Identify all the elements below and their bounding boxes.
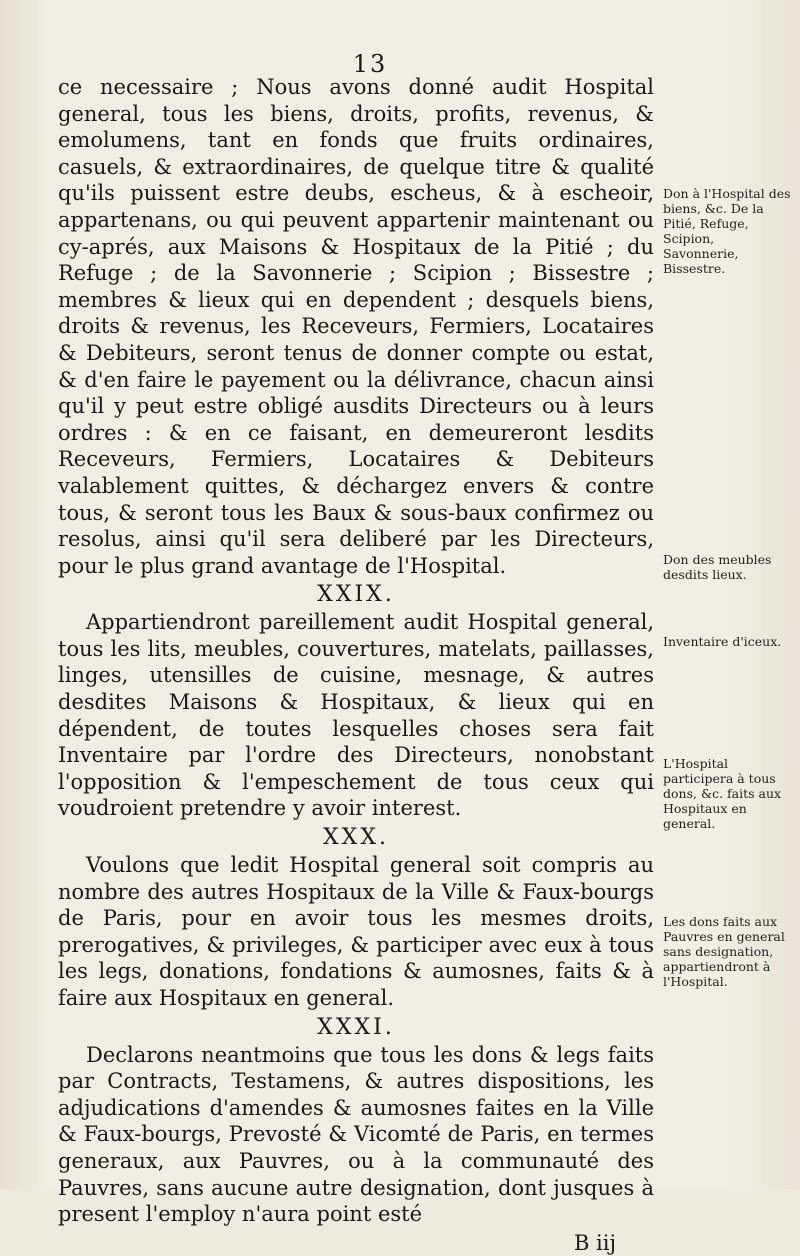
margin-note-don-biens: Don à l'Hospital des biens, &c. De la Pitié, Refuge, Scipion, Savonnerie, Bissestre.: [663, 186, 791, 276]
paragraph-article-31: Declarons neantmoins que tous les dons & legs faits par Contracts, Testamens, & autres dispositions, les adjudications d'amendes & aumosnes faites en la Ville & Faux-bourgs, Prevosté & Vicomté de Paris, en termes generaux, aux Pauvres, ou à la communauté des Pauvres, sans aucune autre designation, dont jusques à present l'employ n'aura point esté: [58, 1042, 654, 1227]
margin-note-dons-pauvres: Les dons faits aux Pauvres en general sans designation, appartiendront à l'Hospital.: [663, 914, 785, 989]
margin-note-inventaire: Inventaire d'iceux.: [663, 634, 782, 649]
main-text-column: [58, 74, 654, 1256]
paragraph-article-30: Voulons que ledit Hospital general soit compris au nombre des autres Hospitaux de la Ville & Faux-bourgs de Paris, pour en avoir tous les mesmes droits, prerogatives, & privileges, & participer avec eux à tous les legs, donations, fondations & aumosnes, faits & à faire aux Hospitaux en general.: [58, 853, 654, 1010]
margin-note-don-meubles: Don des meubles desdits lieux.: [663, 552, 772, 582]
article-heading-29: XXIX.: [317, 582, 395, 608]
article-heading-31: XXXI.: [317, 1014, 395, 1040]
signature-mark: B iij: [573, 1230, 616, 1255]
article-heading-30: XXX.: [323, 825, 389, 851]
paragraph-article-29: Appartiendront pareillement audit Hospital general, tous les lits, meubles, couvertures, matelats, paillasses, linges, utensilles de cuisine, mesnage, & autres desdites Maisons & Hospitaux, & lieux qui en dépendent, de toutes lesquelles choses sera fait Inventaire par l'ordre des Directeurs, nonobstant l'opposition & l'empeschement de tous ceux qui voudroient pretendre y avoir interest.: [58, 610, 654, 821]
margin-note-participation: L'Hospital participera à tous dons, &c. faits aux Hospitaux en general.: [663, 756, 782, 831]
paragraph-opening: ce necessaire ; Nous avons donné audit Hospital general, tous les biens, droits, profits, revenus, & emolumens, tant en fonds que fruits ordinaires, casuels, & extraordinaires, de quelque titre & qualité qu'ils puissent estre deubs, escheus, & à escheoir, appartenans, ou qui peuvent appartenir maintenant ou cy-aprés, aux Maisons & Hospitaux de la Pitié ; du Refuge ; de la Savonnerie ; Scipion ; Bissestre ; membres & lieux qui en dependent ; desquels biens, droits & revenus, les Receveurs, Fermiers, Locataires & Debiteurs, seront tenus de donner compte ou estat, & d'en faire le payement ou la délivrance, chacun ainsi qu'il y peut estre obligé ausdits Directeurs ou à leurs ordres : & en ce faisant, en demeureront lesdits Receveurs, Fermiers, Locataires & Debiteurs valablement quittes, & déchargez envers & contre tous, & seront tous les Baux & sous-baux confirmez ou resolus, ainsi qu'il sera deliberé par les Directeurs, pour le plus grand avantage de l'Hospital.: [58, 75, 654, 578]
page-number: 13: [352, 50, 388, 78]
